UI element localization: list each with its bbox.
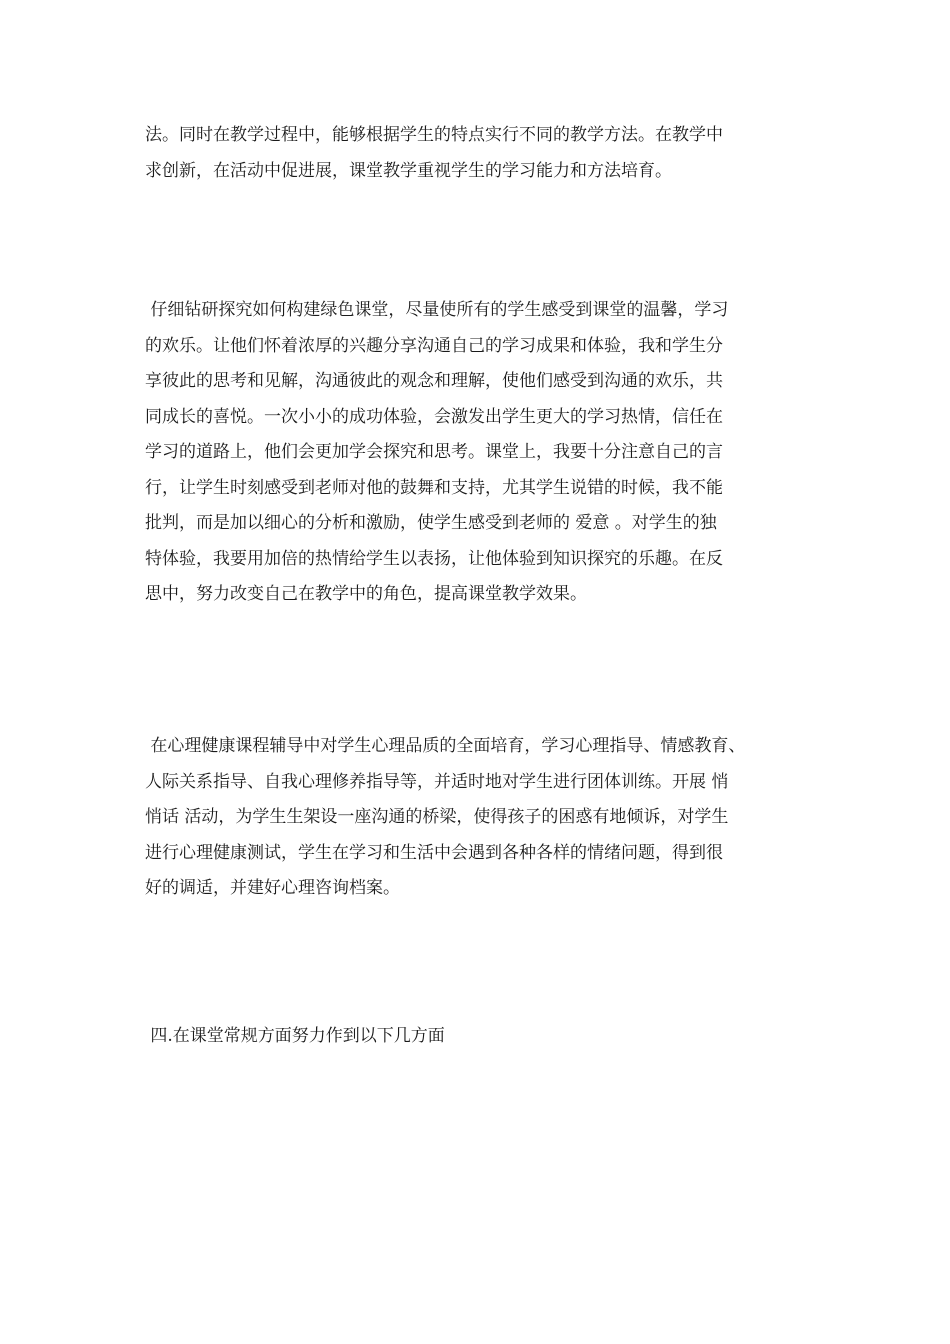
text-line: 在心理健康课程辅导中对学生心理品质的全面培育，学习心理指导、情感教育、 <box>145 736 746 756</box>
text-line: 进行心理健康测试，学生在学习和生活中会遇到各种各样的情绪问题，得到很 <box>145 842 723 863</box>
text-line: 的欢乐。让他们怀着浓厚的兴趣分享沟通自己的学习成果和体验，我和学生分 <box>145 335 723 356</box>
text-line: 特体验，我要用加倍的热情给学生以表扬，让他体验到知识探究的乐趣。在反 <box>145 548 723 569</box>
paragraph-teaching-methods <box>145 118 825 189</box>
text-line: 学习的道路上，他们会更加学会探究和思考。课堂上，我要十分注意自己的言 <box>145 442 723 462</box>
text-line: 仔细钻研探究如何构建绿色课堂，尽量使所有的学生感受到课堂的温馨，学习 <box>145 300 729 320</box>
text-line: 好的调适，并建好心理咨询档案。 <box>145 878 400 898</box>
heading-text: 四.在课堂常规方面努力作到以下几方面 <box>145 1026 445 1046</box>
paragraph-green-classroom <box>145 293 825 613</box>
text-line: 批判，而是加以细心的分析和激励，使学生感受到老师的 爱意 。对学生的独 <box>145 513 717 533</box>
text-line: 思中，努力改变自己在教学中的角色，提高课堂教学效果。 <box>145 584 587 604</box>
text-line: 人际关系指导、自我心理修养指导等，并适时地对学生进行团体训练。开展 悄 <box>145 771 729 792</box>
text-line: 享彼此的思考和见解，沟通彼此的观念和理解，使他们感受到沟通的欢乐，共 <box>145 371 723 391</box>
paragraph-mental-health <box>145 729 825 907</box>
section-heading-classroom-routine <box>145 1019 825 1055</box>
text-line: 求创新，在活动中促进展，课堂教学重视学生的学习能力和方法培育。 <box>145 160 672 181</box>
text-line: 同成长的喜悦。一次小小的成功体验，会激发出学生更大的学习热情，信任在 <box>145 406 723 427</box>
text-line: 行，让学生时刻感受到老师对他的鼓舞和支持，尤其学生说错的时候，我不能 <box>145 477 723 498</box>
text-line: 悄话 活动，为学生生架设一座沟通的桥梁，使得孩子的困惑有地倾诉，对学生 <box>145 807 729 827</box>
text-line: 法。同时在教学过程中，能够根据学生的特点实行不同的教学方法。在教学中 <box>145 125 723 145</box>
